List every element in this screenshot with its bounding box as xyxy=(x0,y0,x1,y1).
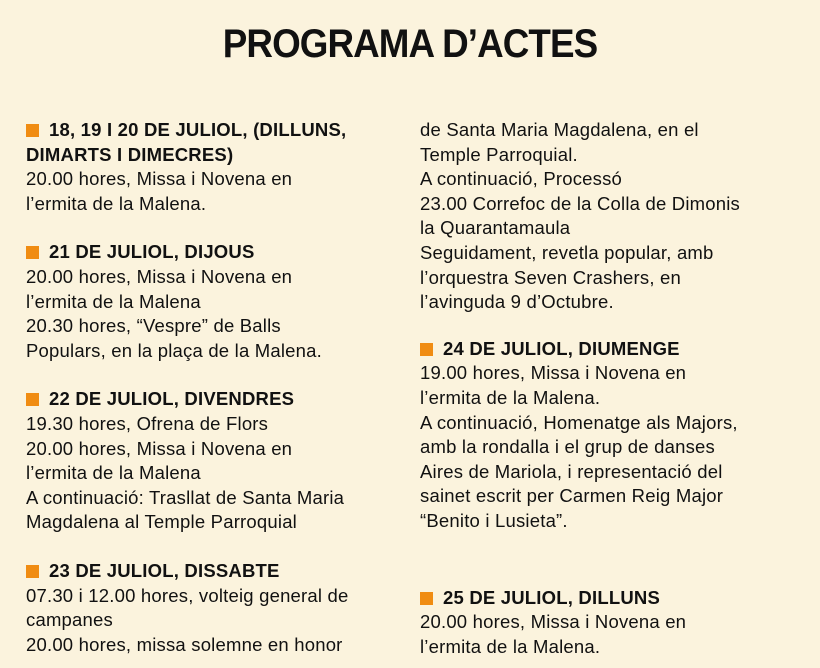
event-line: Aires de Mariola, i representació del xyxy=(420,460,723,482)
event-line: l’ermita de la Malena. xyxy=(420,386,601,408)
event-line: Magdalena al Temple Parroquial xyxy=(26,511,297,533)
event-section xyxy=(26,559,398,657)
right-column xyxy=(420,118,800,659)
event-section xyxy=(26,240,398,363)
event-line: campanes xyxy=(26,609,113,631)
event-line: l’avinguda 9 d’Octubre. xyxy=(420,291,614,313)
event-line: amb la rondalla i el grup de danses xyxy=(420,436,715,458)
event-line: “Benito i Lusieta”. xyxy=(420,509,568,531)
event-line: l’ermita de la Malena. xyxy=(420,635,601,657)
event-line: l’orquestra Seven Crashers, en xyxy=(420,266,682,288)
event-heading: 23 DE JULIOL, DISSABTE xyxy=(26,559,398,584)
bullet-square-icon xyxy=(26,124,39,137)
event-section xyxy=(420,337,800,534)
event-line: l’ermita de la Malena. xyxy=(26,192,207,214)
left-column xyxy=(26,118,398,657)
event-line: la Quarantamaula xyxy=(420,217,571,239)
event-section xyxy=(26,387,398,535)
event-heading: 25 DE JULIOL, DILLUNS xyxy=(420,586,800,611)
event-section xyxy=(26,118,398,216)
event-line: Populars, en la plaça de la Malena. xyxy=(26,339,322,361)
event-heading: 24 DE JULIOL, DIUMENGE xyxy=(420,337,800,362)
event-line: A continuació: Trasllat de Santa Maria xyxy=(26,486,345,508)
event-line: 07.30 i 12.00 hores, volteig general de xyxy=(26,584,349,606)
event-line: 20.00 hores, missa solemne en honor xyxy=(26,633,343,655)
page-title: PROGRAMA D’ACTES xyxy=(222,22,598,66)
event-line: 20.00 hores, Missa i Novena en xyxy=(26,437,293,459)
event-line: de Santa Maria Magdalena, en el xyxy=(420,119,699,140)
event-line: l’ermita de la Malena xyxy=(26,462,201,484)
event-line: 20.00 hores, Missa i Novena en xyxy=(420,611,687,633)
bullet-square-icon xyxy=(26,246,39,259)
bullet-square-icon xyxy=(420,343,433,356)
event-line: Seguidament, revetla popular, amb xyxy=(420,241,714,263)
event-line: Temple Parroquial. xyxy=(420,143,578,165)
event-line: sainet escrit per Carmen Reig Major xyxy=(420,485,724,507)
event-line: 19.00 hores, Missa i Novena en xyxy=(420,362,687,384)
bullet-square-icon xyxy=(26,565,39,578)
event-line: A continuació, Homenatge als Majors, xyxy=(420,411,738,433)
event-line: 23.00 Correfoc de la Colla de Dimonis xyxy=(420,192,741,214)
event-line: 20.30 hores, “Vespre” de Balls xyxy=(26,315,281,337)
event-heading: 18, 19 I 20 DE JULIOL, (DILLUNS, xyxy=(26,118,398,143)
event-heading: DIMARTS I DIMECRES) xyxy=(26,143,234,165)
event-continuation xyxy=(420,118,800,315)
event-line: l’ermita de la Malena xyxy=(26,290,201,312)
bullet-square-icon xyxy=(420,592,433,605)
event-line: 20.00 hores, Missa i Novena en xyxy=(26,168,293,190)
event-heading: 21 DE JULIOL, DIJOUS xyxy=(26,240,398,265)
bullet-square-icon xyxy=(26,393,39,406)
event-line: A continuació, Processó xyxy=(420,168,623,190)
event-line: 19.30 hores, Ofrena de Flors xyxy=(26,412,269,434)
event-heading: 22 DE JULIOL, DIVENDRES xyxy=(26,387,398,412)
event-section xyxy=(420,586,800,660)
event-line: 20.00 hores, Missa i Novena en xyxy=(26,265,293,287)
